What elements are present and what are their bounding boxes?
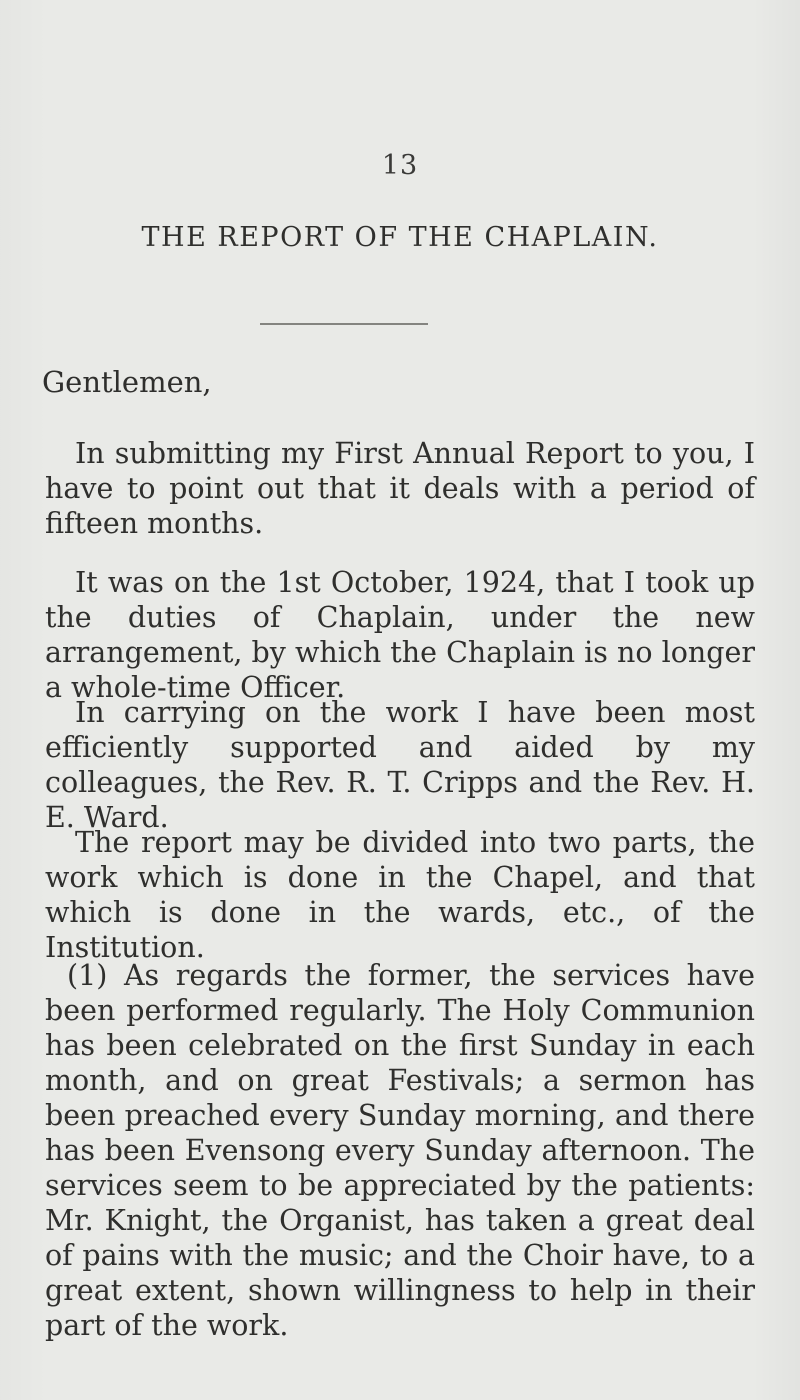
page-title: THE REPORT OF THE CHAPLAIN.	[141, 222, 659, 253]
paragraph-4: The report may be divided into two parts, the work which is done in the Chapel, and that which is done in the wards, etc., of the Institution.	[45, 826, 755, 964]
paragraph-1: In submitting my First Annual Report to you, I have to point out that it deals with a period of fifteen months.	[45, 437, 755, 540]
paragraph-2: It was on the 1st October, 1924, that I took up the duties of Chaplain, under the new arrangement, by which the Chaplain is no longer a whole-time Officer.	[45, 566, 755, 704]
salutation: Gentlemen,	[42, 365, 212, 399]
paragraph-5: (1) As regards the former, the services have been performed regularly. The Holy Communion has been celebrated on the first Sunday in each month, and on great Festivals; a sermon has been preached every Sunday morning, and there has been Evensong every Sunday afternoon. The services seem to be appreciated by the patients: Mr. Knight, the Organist, has taken a great deal of pains with the music; and the Choir have, to a great extent, shown willingness to help in their part of the work.	[45, 959, 755, 1342]
heading-divider	[260, 323, 428, 325]
page-number: 13	[381, 150, 419, 181]
paragraph-3: In carrying on the work I have been most efficiently supported and aided by my colleagues, the Rev. R. T. Cripps and the Rev. H. E. Ward.	[45, 696, 755, 834]
